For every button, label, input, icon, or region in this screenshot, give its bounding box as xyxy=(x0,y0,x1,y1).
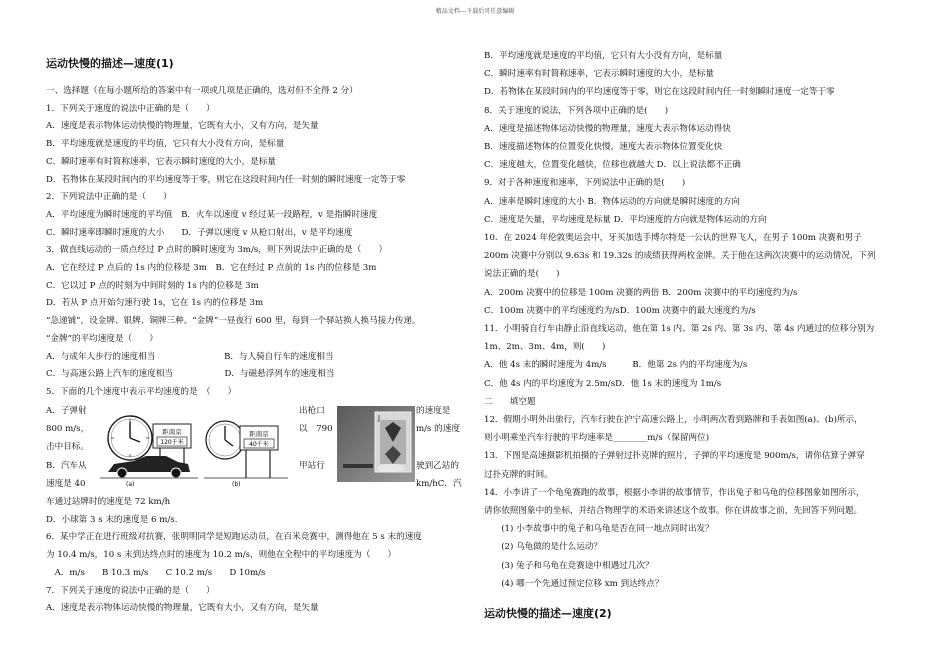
text-line: B．平均速度就是速度的平均值，它只有大小没有方向，是标量 xyxy=(46,139,285,150)
text-line: C．瞬时速率即瞬时速度的大小 D．子弹以速度 v 从枪口射出，v 是平均速度 xyxy=(46,227,353,238)
text-line: B．速度描述物体的位置变化快慢，速度大表示物体位置变化快 xyxy=(484,142,723,152)
text-line: D．小球第 3 s 末的速度是 6 m/s． xyxy=(46,514,184,525)
text-line: D．若物体在某段时间内的平均速度等于零，则它在这段时间内任一时刻的瞬时速度一定等于零 xyxy=(46,174,406,185)
text-line: 13．下图是高速摄影机拍摄的子弹射过扑克牌的照片，子弹的平均速度是 900m/s，请你估算子弹穿 xyxy=(484,451,865,462)
sign-b-distance: 40千米 xyxy=(249,441,269,448)
text-line: 过扑克牌的时间。 xyxy=(484,469,553,480)
text-line: 200m 决赛中分别以 9.63s 和 19.32s 的成绩获得两枚金牌。关于他在这两次决赛中的运动情况，下列 xyxy=(484,251,876,262)
caption-b: (b) xyxy=(232,481,241,488)
text-line: 10．在 2024 年伦敦奥运会中，牙买加选手博尔特是一公认的世界飞人，在男子 100m 决赛和男子 xyxy=(484,233,862,243)
text-line: km/hC．汽 xyxy=(416,478,462,489)
text-line: 7．下列关于速度的说法中正确的是（ ） xyxy=(46,585,215,596)
text-line: 甲站行 xyxy=(299,460,325,471)
text-line: A．速度是表示物体运动快慢的物理量，它既有大小，又有方向，是矢量 xyxy=(46,121,319,132)
text-line: 3．做直线运动的一质点经过 P 点时的瞬时速度为 3m/s，则下列说法中正确的是（ ） xyxy=(46,245,388,256)
sign-b-label: 距南京 xyxy=(249,430,269,438)
text-line: C．与高速公路上汽车的速度相当 D．与磁悬浮列车的速度相当 xyxy=(46,369,335,380)
text-line: 驶到乙站的 xyxy=(416,460,459,471)
text-line: (4) 哪一个先通过预定位移 xm 到达终点？ xyxy=(484,578,664,589)
text-line: 一、选择题（在每小题所给的答案中有一项或几项是正确的，选对但不全得 2 分） xyxy=(46,86,358,96)
text-line: 为 10.4 m/s，10 s 末到达终点时的速度为 10.2 m/s，则他在全程中的平均速度为（ ） xyxy=(46,550,397,561)
text-line: 6．某中学正在进行班级对抗赛，张明明同学是短跑运动员，在百米竞赛中，测得他在 5 s 末的速度 xyxy=(46,532,422,543)
text-line: A．子弹射 xyxy=(46,406,87,416)
text-line: 9．对于各种速度和速率，下列说法中正确的是( ) xyxy=(484,178,686,189)
text-line: “急递铺”，设金牌、银牌、铜牌三种。“金牌”一昼夜行 600 里，每到一个驿站换人换马接力传递。 xyxy=(46,316,421,327)
text-line: C．100m 决赛中的平均速度约为/sD．100m 决赛中的最大速度约为/s xyxy=(484,305,756,316)
text-line: “金牌”的平均速度是（ ） xyxy=(46,333,158,344)
text-line: A．与成年人步行的速度相当 B．与人骑自行车的速度相当 xyxy=(46,351,334,362)
text-line: 说法正确的是( ) xyxy=(484,269,560,280)
sign-a-label: 距南京 xyxy=(162,428,182,436)
text-line: C．瞬时速率有时简称速率，它表示瞬时速度的大小，是标量 xyxy=(484,69,715,80)
text-line: C．瞬时速率有时简称速率，它表示瞬时速度的大小，是标量 xyxy=(46,156,277,167)
text-line: A．他 4s 末的瞬时速度为 4m/s B．他第 2s 内的平均速度为/s xyxy=(484,360,748,371)
clock-a-icon xyxy=(108,416,152,460)
text-line: 击中目标。 xyxy=(46,442,89,453)
text-line: 8．关于速度的说法，下列各项中正确的是( ) xyxy=(484,105,669,116)
text-line: m/s 的速度 xyxy=(416,424,460,435)
text-line: B．汽车从 xyxy=(46,460,87,471)
text-line: 12．假期小明外出旅行，汽车行驶在沪宁高速公路上，小明两次看到路牌和手表如图(a)、(b)所示， xyxy=(484,415,863,425)
text-line: D．若物体在某段时间内的平均速度等于零，则它在这段时间内任一时刻瞬时速度一定等于零 xyxy=(484,87,835,98)
text-line: 车通过站牌时的速度是 72 km/h xyxy=(46,497,171,507)
text-line: C．速度是矢量，平均速度是标量 D．平均速度的方向就是物体运动的方向 xyxy=(484,214,767,225)
text-line: (1) 小李故事中的兔子和乌龟是否在同一地点同时出发？ xyxy=(484,524,714,535)
text-line: C．他 4s 内的平均速度为 2.5m/sD．他 1s 末的速度为 1m/s xyxy=(484,378,722,389)
section-title-2: 运动快慢的描述—速度(2) xyxy=(484,607,612,620)
section-title-1: 运动快慢的描述—速度(1) xyxy=(46,57,174,70)
text-line: (2) 乌龟做的是什么运动？ xyxy=(484,542,603,553)
text-line: 14．小李讲了一个龟兔赛跑的故事，根据小李讲的故事情节，作出兔子和乌龟的位移图象如图所示， xyxy=(484,487,865,498)
text-line: 2．下列说法中正确的是（ ） xyxy=(46,192,172,203)
text-line: A．它在经过 P 点后的 1s 内的位移是 3m B．它在经过 P 点前的 1s 内的位移是 3m xyxy=(46,263,377,273)
text-line: 的速度是 xyxy=(416,406,451,416)
text-line: 以 790 xyxy=(299,424,333,435)
text-line: A．200m 决赛中的位移是 100m 决赛的两倍 B．200m 决赛中的平均速度约为/s xyxy=(484,287,798,298)
clock-b-icon xyxy=(206,421,244,459)
text-line: 出枪口 xyxy=(299,406,325,416)
text-line: D．若从 P 点开始匀速行驶 1s，它在 1s 内的位移是 3m xyxy=(46,298,264,309)
text-line: 800 m/s， xyxy=(46,424,90,435)
text-line: A．速度是描述物体运动快慢的物理量，速度大表示物体运动得快 xyxy=(484,123,731,134)
page-header: 精品文档---下载后可任意编辑 xyxy=(435,8,515,15)
caption-a: (a) xyxy=(126,481,135,488)
text-line: 速度是 40 xyxy=(46,478,86,489)
text-line: 5．下面的几个速度中表示平均速度的是 （ ） xyxy=(46,386,237,397)
text-line: A．平均速度为瞬时速度的平均值 B．火车以速度 v 经过某一段路程，v 是指瞬时速度 xyxy=(46,209,378,220)
text-line: A．速度是表示物体运动快慢的物理量，它既有大小，又有方向，是矢量 xyxy=(46,603,319,614)
svg-text:J: J xyxy=(378,414,381,422)
text-line: A．速率是瞬时速度的大小 B．物体运动的方向就是瞬时速度的方向 xyxy=(484,196,740,207)
text-line: 请你依照图象中的坐标，并结合物理学的术语来讲述这个故事。你在讲故事之前，先回答下列问题。 xyxy=(484,506,863,516)
sign-a-distance: 120千米 xyxy=(160,439,184,446)
bullet-card-photo xyxy=(337,406,415,482)
car-icon xyxy=(100,456,198,478)
text-line: 1m、2m、3m、4m，则( ) xyxy=(484,342,606,353)
text-line: 11．小明骑自行车由静止沿直线运动，他在第 1s 内、第 2s 内、第 3s 内、第 4s 内通过的位移分别为 xyxy=(484,324,875,334)
road-sign-clock-figure xyxy=(100,406,290,488)
text-line: C．速度越大，位置变化越快，位移也就越大 D．以上说法都不正确 xyxy=(484,160,741,171)
text-line: (3) 兔子和乌龟在竞赛途中相遇过几次？ xyxy=(484,560,654,571)
text-line: C．它以过 P 点的时刻为中间时刻的 1s 内的位移是 3m xyxy=(46,280,259,291)
text-line: B．平均速度就是速度的平均值，它只有大小没有方向，是标量 xyxy=(484,51,723,61)
text-line: A．m/s B 10.3 m/s C 10.2 m/s D 10m/s xyxy=(46,567,266,578)
text-line: 二 填空题 xyxy=(484,396,536,407)
text-line: 则小明乘坐汽车行驶的平均速率是________m/s（保留两位) xyxy=(484,433,710,444)
text-line: 1．下列关于速度的说法中正确的是（ ） xyxy=(46,103,215,114)
